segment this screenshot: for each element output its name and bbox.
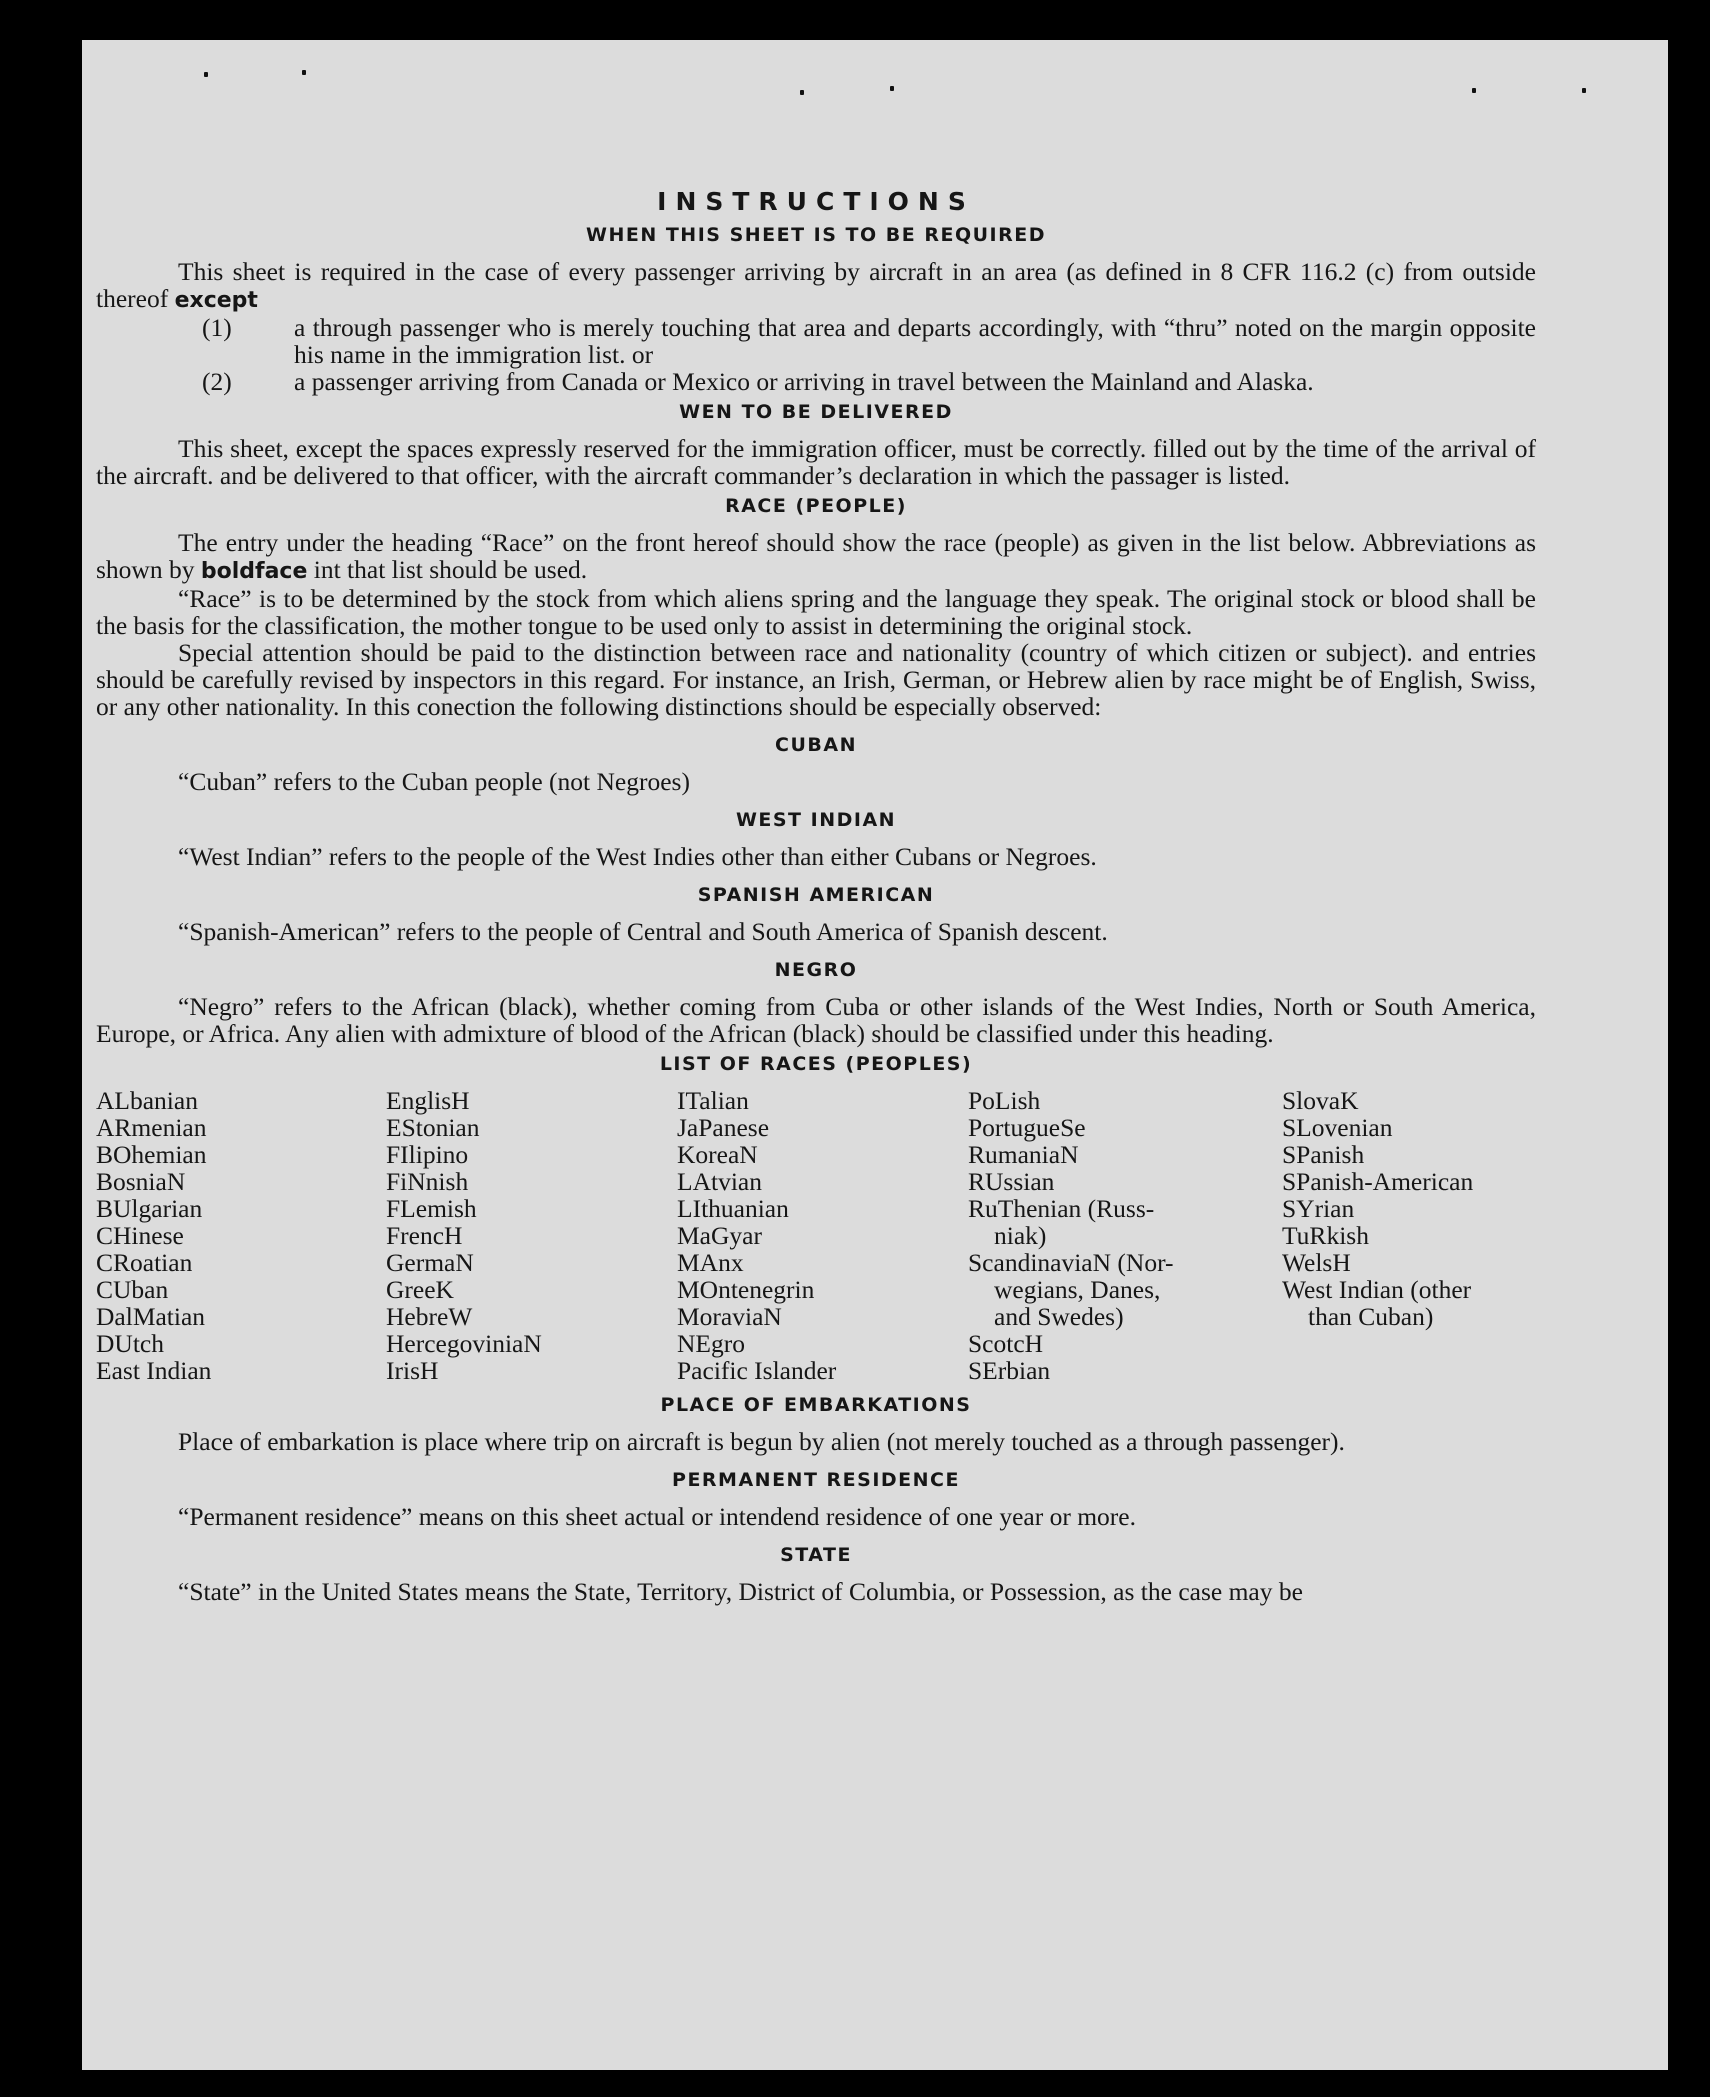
race-entry: BOhemian [96,1140,207,1169]
race-entry: EnglisH [386,1086,470,1115]
race-entry: TuRkish [1282,1221,1369,1250]
race-entry: GreeK [386,1275,454,1304]
race-entry: FLemish [386,1194,477,1223]
race-column [968,1087,1282,1384]
document-page [82,40,1668,2070]
race-entry: BUlgarian [96,1194,203,1223]
race-entry: WelsH [1282,1248,1351,1277]
race-entry: ARmenian [96,1113,207,1142]
race-entry: MoraviaN [677,1302,782,1331]
section-heading-residence: PERMANENT RESIDENCE [672,1469,960,1491]
section-heading-state: STATE [780,1544,852,1566]
emphasis-boldface: boldface [200,559,308,584]
ink-speck [302,70,306,75]
section-heading-embarkation: PLACE OF EMBARKATIONS [660,1394,972,1416]
race-column [96,1087,386,1384]
race-entry: LAtvian [677,1167,762,1196]
paragraph-state: “State” in the United States means the State, Territory, District of Columbia, or Possession, as the case may be [178,1577,1303,1606]
page-title: INSTRUCTIONS [657,187,975,216]
ink-speck [204,72,208,77]
race-entry: MOntenegrin [677,1275,815,1304]
paragraph-west-indian: “West Indian” refers to the people of the West Indies other than either Cubans or Negroes. [178,842,1097,871]
race-entry: East Indian [96,1356,212,1385]
race-entry: CHinese [96,1221,184,1250]
race-column [677,1087,968,1384]
race-entry: SlovaK [1282,1086,1359,1115]
race-entry: FiNnish [386,1167,469,1196]
race-entry: EStonian [386,1113,480,1142]
race-column [1282,1087,1536,1384]
section-heading-spanish-american: SPANISH AMERICAN [697,884,935,906]
race-entry: JaPanese [677,1113,770,1142]
race-entry: wegians, Danes, [994,1275,1161,1304]
race-entry: CUban [96,1275,169,1304]
paragraph-embarkation: Place of embarkation is place where trip on aircraft is begun by alien (not merely touched as a through passenger). [178,1427,1345,1456]
race-entry: than Cuban) [1308,1302,1434,1331]
race-entry: niak) [994,1221,1047,1250]
instructions-body [96,188,1536,1605]
race-entry: CRoatian [96,1248,193,1277]
paragraph-delivered: This sheet, except the spaces expressly reserved for the immigration officer, must be correctly. filled out by the time of the arrival of the aircraft. and be delivered to that officer, with the aircraft commander’s declaration in which the passager is listed. [96,434,1536,490]
list-item: (1) a through passenger who is merely touching that area and departs accordingly, with “thru” noted on the margin opposite his name in the immigration list. or [202,313,1536,369]
ink-speck [1472,88,1476,93]
race-entry: KoreaN [677,1140,758,1169]
section-heading-when-required: WHEN THIS SHEET IS TO BE REQUIRED [585,224,1046,246]
race-entry: West Indian (other [1282,1275,1472,1304]
race-entry: RumaniaN [968,1140,1079,1169]
race-entry: SErbian [968,1356,1051,1385]
section-heading-race: RACE (PEOPLE) [725,495,907,517]
race-entry: SPanish [1282,1140,1365,1169]
emphasis-except: except [174,288,258,313]
race-entry: BosniaN [96,1167,186,1196]
section-heading-cuban: CUBAN [775,734,857,756]
race-entry: NEgro [677,1329,745,1358]
race-column [386,1087,677,1384]
race-entry: FIlipino [386,1140,469,1169]
race-entry: ITalian [677,1086,749,1115]
section-heading-west-indian: WEST INDIAN [735,809,897,831]
race-entry: DUtch [96,1329,164,1358]
race-entry: RuThenian (Russ- [968,1194,1155,1223]
race-entry: DalMatian [96,1302,206,1331]
race-entry: PortugueSe [968,1113,1086,1142]
paragraph-race-2: “Race” is to be determined by the stock from which aliens spring and the language they speak. The original stock or blood shall be the basis for the classification, the mother tongue to be used only to assist in determining the original stock. [96,584,1536,640]
section-heading-list-of-races: LIST OF RACES (PEOPLES) [659,1053,973,1075]
paragraph-race-3: Special attention should be paid to the distinction between race and nationality (country of which citizen or subject). and entries should be carefully revised by inspectors in this regard. For instance, an Irish, German, or Hebrew alien by race might be of English, Swiss, or any other nationality. In this conection the following distinctions should be especially observed: [96,638,1536,721]
paragraph-negro: “Negro” refers to the African (black), whether coming from Cuba or other islands of the West Indies, North or South America, Europe, or Africa. Any alien with admixture of blood of the African (black) should be classified under this heading. [96,992,1536,1048]
race-entry: IrisH [386,1356,439,1385]
race-entry: MaGyar [677,1221,762,1250]
race-entry: ScandinaviaN (Nor- [968,1248,1174,1277]
race-entry: and Swedes) [994,1302,1124,1331]
paragraph-race-1: The entry under the heading “Race” on the front hereof should show the race (people) as given in the list below. Abbreviations as shown by boldface int that list should be used. [96,528,1536,584]
race-list [96,1087,1536,1384]
race-entry: FrencH [386,1221,463,1250]
paragraph-residence: “Permanent residence” means on this sheet actual or intendend residence of one year or more. [178,1502,1136,1531]
paragraph-requirement: This sheet is required in the case of every passenger arriving by aircraft in an area (as defined in 8 CFR 116.2 (c) from outside thereof except [96,257,1536,313]
race-entry: MAnx [677,1248,744,1277]
ink-speck [800,90,804,95]
race-entry: SLovenian [1282,1113,1393,1142]
race-entry: GermaN [386,1248,474,1277]
race-entry: LIthuanian [677,1194,789,1223]
list-item: (2) a passenger arriving from Canada or Mexico or arriving in travel between the Mainland and Alaska. [202,367,1314,396]
race-entry: HebreW [386,1302,473,1331]
race-entry: HercegoviniaN [386,1329,542,1358]
race-entry: Pacific Islander [677,1356,837,1385]
ink-speck [890,86,894,91]
paragraph-spanish-american: “Spanish-American” refers to the people of Central and South America of Spanish descent. [178,917,1108,946]
section-heading-delivered: WEN TO BE DELIVERED [679,401,953,423]
ink-speck [1582,88,1586,93]
paragraph-cuban: “Cuban” refers to the Cuban people (not Negroes) [178,767,690,796]
race-entry: SYrian [1282,1194,1355,1223]
race-entry: PoLish [968,1086,1041,1115]
race-entry: ScotcH [968,1329,1044,1358]
section-heading-negro: NEGRO [774,959,858,981]
race-entry: SPanish-American [1282,1167,1474,1196]
race-entry: RUssian [968,1167,1055,1196]
race-entry: ALbanian [96,1086,198,1115]
